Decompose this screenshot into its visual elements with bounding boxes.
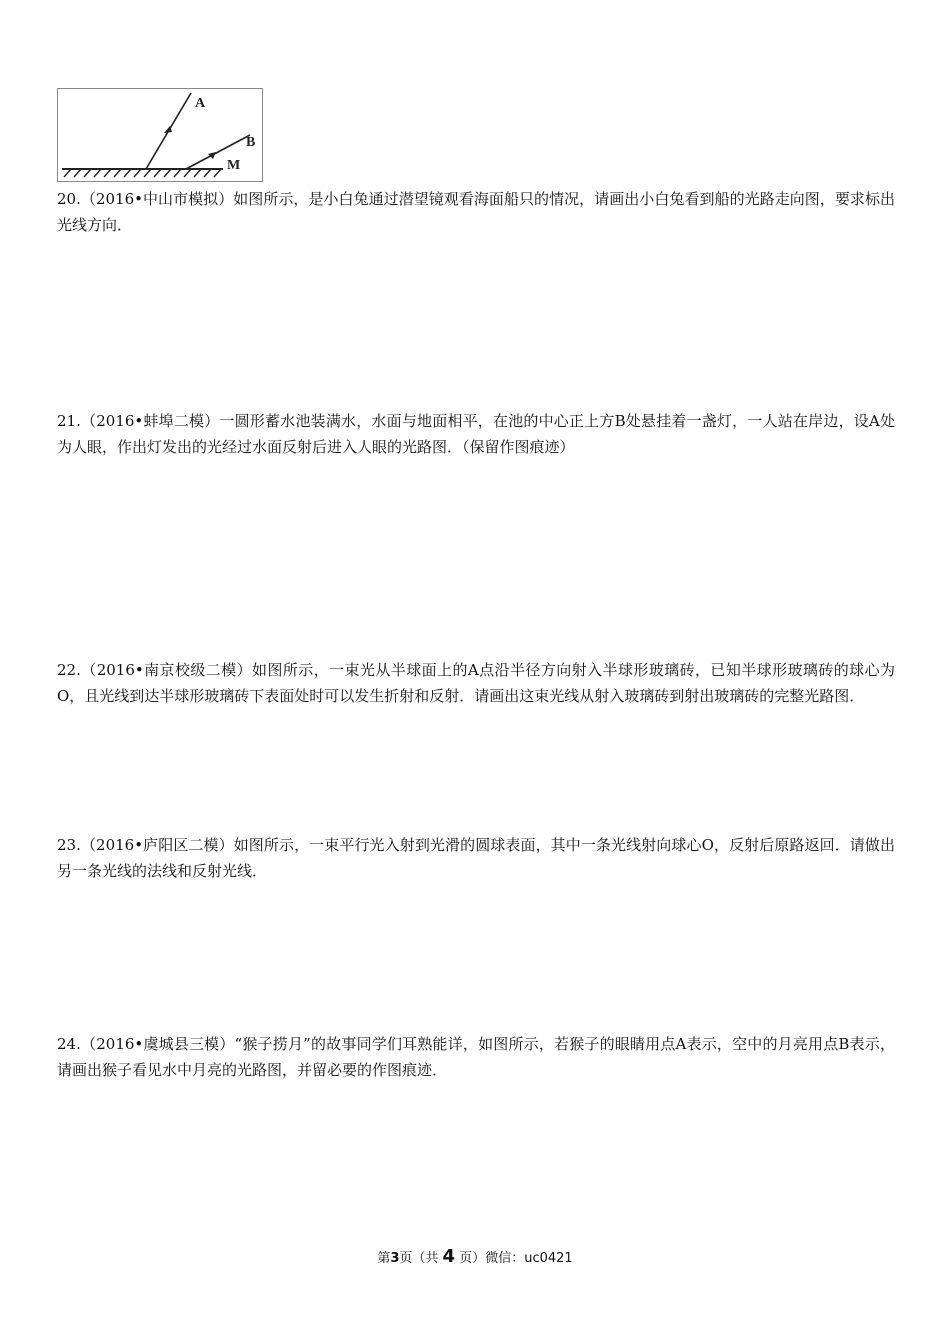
mirror-hatching [64, 169, 221, 177]
label-a: A [195, 96, 206, 111]
question-23: 23.（2016•庐阳区二模）如图所示，一束平行光入射到光滑的圆球表面，其中一条光线射向球心O，反射后原路返回．请做出另一条光线的法线和反射光线． [57, 836, 895, 880]
footer-mid: 页（共 [399, 1251, 439, 1266]
label-b: B [246, 135, 256, 150]
label-m: M [227, 158, 241, 173]
page-footer [0, 1246, 950, 1267]
footer-suffix: 页）微信：uc0421 [459, 1251, 573, 1266]
mirror-diagram [57, 88, 263, 182]
ray-b [186, 135, 250, 169]
mirror-diagram-svg [58, 89, 264, 183]
question-24: 24.（2016•虞城县三模）“猴子捞月”的故事同学们耳熟能详，如图所示，若猴子的眼睛用点A表示，空中的月亮用点B表示，请画出猴子看见水中月亮的光路图，并留必要的作图痕迹． [57, 1035, 895, 1079]
ray-b-arrow [208, 152, 216, 159]
footer-total-pages: 4 [442, 1246, 456, 1267]
question-21: 21.（2016•蚌埠二模）一圆形蓄水池装满水，水面与地面相平，在池的中心正上方B处悬挂着一盏灯，一人站在岸边，设A处为人眼，作出灯发出的光经过水面反射后进入人眼的光路图．（保留作图痕迹） [57, 412, 895, 456]
question-22: 22.（2016•南京校级二模）如图所示，一束光从半球面上的A点沿半径方向射入半球形玻璃砖，已知半球形玻璃砖的球心为O，且光线到达半球形玻璃砖下表面处时可以发生折射和反射．请画出这束光线从射入玻璃砖到射出玻璃砖的完整光路图． [57, 661, 895, 705]
question-20: 20.（2016•中山市模拟）如图所示，是小白兔通过潜望镜观看海面船只的情况，请画出小白兔看到船的光路走向图，要求标出光线方向． [57, 190, 895, 234]
footer-page-number: 3 [390, 1251, 400, 1266]
footer-prefix: 第 [377, 1251, 391, 1266]
